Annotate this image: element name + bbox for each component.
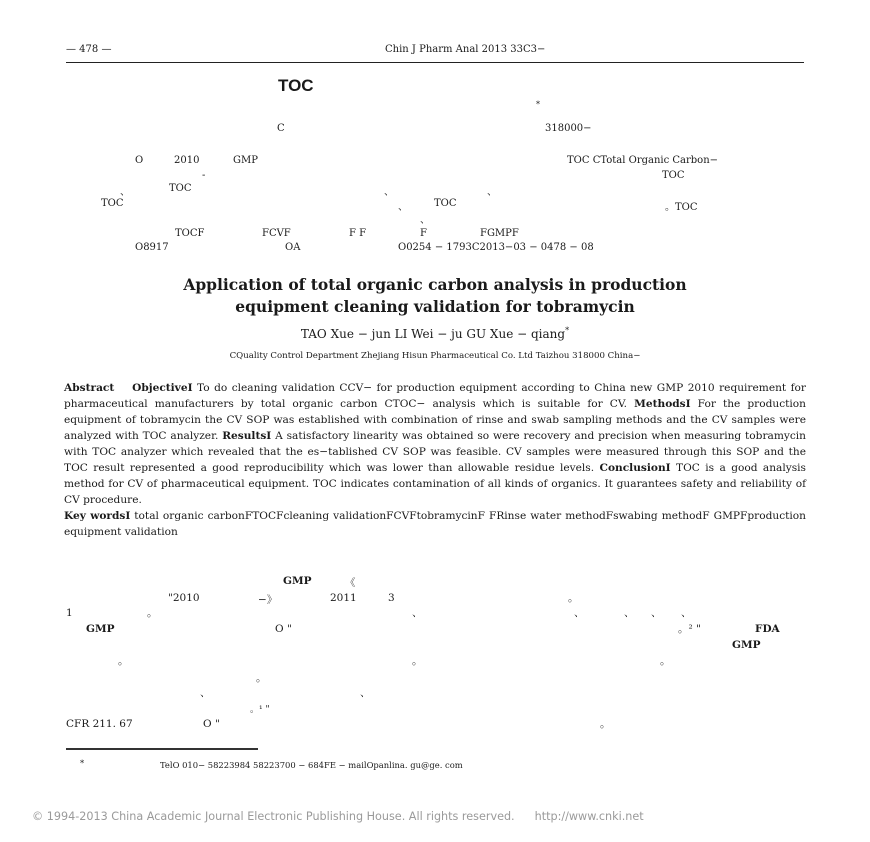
keywords-cn-fragment: TOCF (175, 228, 205, 239)
abstract-cn-fragment: 、 (398, 202, 408, 213)
copyright-text: © 1994-2013 China Academic Journal Electronic Publishing House. All rights reserved. (32, 810, 515, 823)
body-fragment: 2011 (330, 592, 357, 604)
body-fragment: 。 (118, 655, 129, 667)
body-fragment: O " (275, 623, 292, 635)
body-fragment: 、 (651, 607, 662, 619)
body-fragment: 1 (66, 607, 73, 619)
abstract-cn-fragment: 。TOC (665, 202, 698, 213)
body-fragment: 。 (412, 655, 423, 667)
body-fragment: 、 (624, 607, 635, 619)
cnki-url[interactable]: http://www.cnki.net (534, 810, 644, 823)
methods-text: For the production equipment of tobramycin the CV SOP was established with combination of rinse and swab sampling methods and the CV samples were analyzed with TOC analyzer. (64, 398, 806, 442)
english-abstract (64, 380, 806, 540)
body-fragment: GMP (86, 623, 115, 635)
footnote-rule (66, 748, 258, 750)
methods-label: MethodsI (634, 398, 691, 410)
author-list: TAO Xue − jun LI Wei − ju GU Xue − qiang (300, 327, 566, 341)
body-fragment: O " (203, 718, 220, 730)
classification-code: O8917 (135, 242, 169, 253)
abstract-cn-fragment: 、 (487, 187, 497, 198)
abstract-cn-fragment: GMP (233, 155, 258, 166)
abstract-cn-fragment: 、 (120, 187, 130, 198)
keywords-cn-fragment: F F (349, 228, 367, 239)
conclusion-text: TOC is a good analysis method for CV of pharmaceutical equipment. TOC indicates contamination of all kinds of organics. It guarantees safety and reliability of CV procedure. (64, 462, 806, 506)
keywords-label: Key wordsI (64, 510, 131, 522)
body-fragment: GMP (732, 639, 761, 651)
body-fragment: 。 (600, 718, 611, 730)
keywords-paragraph (64, 508, 806, 540)
footnote-mark: * (80, 758, 85, 768)
chinese-title: TOC (278, 76, 314, 95)
english-authors (66, 326, 804, 341)
conclusion-label: ConclusionI (599, 462, 671, 474)
affiliation-prefix: C (277, 123, 285, 134)
body-fragment: 。¹ " (250, 705, 270, 715)
results-label: ResultsI (222, 430, 272, 442)
keywords-cn-fragment: FGMPF (480, 228, 519, 239)
abstract-paragraph (64, 380, 806, 508)
english-affiliation: CQuality Control Department Zhejiang Hisun Pharmaceutical Co. Ltd Taizhou 318000 China− (229, 351, 641, 361)
body-fragment: "2010 (168, 592, 200, 604)
body-fragment: 。 (660, 655, 671, 667)
body-fragment: 《 (345, 577, 356, 589)
abstract-label: Abstract (64, 382, 115, 394)
copyright-line (32, 810, 644, 823)
body-fragment: FDA (755, 623, 780, 635)
abstract-cn-fragment: TOC CTotal Organic Carbon− (567, 155, 719, 166)
body-fragment: 3 (388, 592, 395, 604)
body-fragment: 、 (574, 607, 585, 619)
results-text: A satisfactory linearity was obtained so were recovery and precision when measuring tobramycin with TOC analyzer which revealed that the es−tablished CV SOP was feasible. CV samples were measured through this SOP and the TOC result represented a good reproducibility which was lower than allowable residue levels. (64, 430, 807, 474)
abstract-cn-fragment: TOC (662, 170, 685, 181)
body-fragment: 、 (681, 607, 692, 619)
title-footnote-mark: * (536, 100, 540, 109)
body-fragment: 、 (412, 607, 423, 619)
author-footnote-mark: * (565, 326, 570, 335)
abstract-cn-fragment: 2010 (174, 155, 200, 166)
body-fragment: 、 (360, 687, 371, 699)
objective-label: ObjectiveI (132, 382, 193, 394)
body-fragment: 。² " (678, 623, 701, 635)
abstract-cn-fragment: 、 (420, 215, 430, 226)
keywords-text: total organic carbonFTOCFcleaning validationFCVFtobramycinF FRinse water methodFswabing methodF GMPFproduction equipment validation (64, 510, 806, 538)
english-title-line-2: equipment cleaning validation for tobramycin (235, 297, 635, 316)
keywords-cn-fragment: FCVF (262, 228, 291, 239)
article-id: O0254 − 1793C2013−03 − 0478 − 08 (398, 242, 594, 253)
footnote-contact: TelO 010− 58223984 58223700 − 684FE − mailOpanlina. gu@ge. com (160, 760, 463, 770)
keywords-cn-fragment: F (420, 228, 427, 239)
document-code: OA (285, 242, 301, 253)
body-fragment: CFR 211. 67 (66, 718, 133, 730)
abstract-cn-fragment: 、 (384, 187, 394, 198)
abstract-cn-fragment: O (135, 155, 144, 166)
abstract-cn-fragment: TOC (169, 183, 192, 194)
journal-running-head: Chin J Pharm Anal 2013 33C3− (385, 44, 546, 55)
header-rule (66, 62, 804, 63)
body-fragment: −》 (258, 594, 278, 606)
english-title-line-1: Application of total organic carbon analysis in production (183, 275, 687, 294)
body-fragment: 。 (147, 607, 158, 619)
abstract-cn-fragment: TOC (434, 198, 457, 209)
page-number: — 478 — (66, 44, 112, 55)
body-fragment: 。 (256, 672, 267, 684)
abstract-cn-fragment: TOC (101, 198, 124, 209)
affiliation-postcode: 318000− (545, 123, 592, 134)
abstract-cn-fragment: - (202, 170, 206, 181)
body-fragment: GMP (283, 575, 312, 587)
body-fragment: 、 (200, 687, 211, 699)
body-fragment: 。 (568, 592, 579, 604)
objective-text: To do cleaning validation CCV− for production equipment according to China new GMP 2010 requirement for pharmaceutical manufacturers by total organic carbon CTOC− analysis which is suitable for CV. (64, 382, 806, 410)
